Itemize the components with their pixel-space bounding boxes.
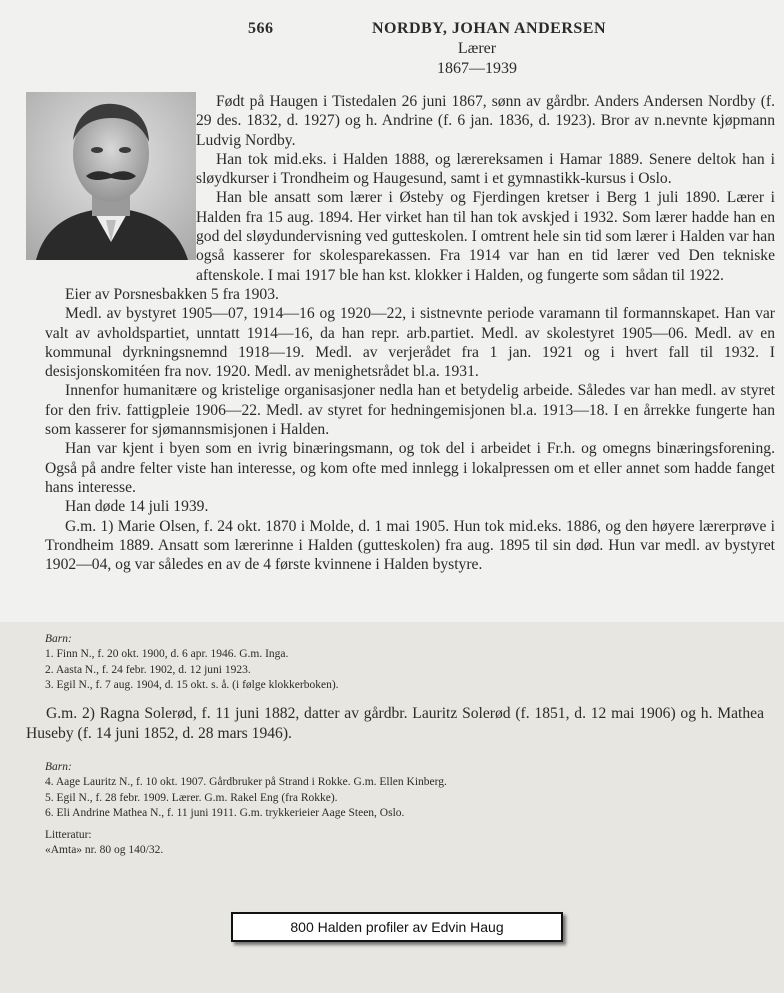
occupation: Lærer [457,40,497,57]
literature-heading: Litteratur: [45,829,92,841]
source-caption-text: 800 Halden profiler av Edvin Haug [290,919,504,935]
bio-paragraph: Født på Haugen i Tistedalen 26 juni 1867, sønn av gårdbr. Anders Andersen Nordby (f. 29 des. 1832, d. 1927) og h. Andrine (f. 6 jan. 1836, d. 1923). Bror av n.nevnte kjøpmann Ludvig Nordby. [196,93,775,149]
bio-paragraph: Han tok mid.eks. i Halden 1888, og lærereksamen i Hamar 1889. Senere deltok han i sløydkurser i Trondheim og Haugesund, samt i et gymnastikk-kursus i Oslo. [196,150,775,188]
child-entry: 2. Aasta N., f. 24 febr. 1902, d. 12 juni 1923. [45,663,251,676]
children-second-marriage [45,760,775,822]
literature-section [45,828,775,859]
second-marriage: G.m. 2) Ragna Solerød, f. 11 juni 1882, datter av gårdbr. Lauritz Solerød (f. 1851, d. 12 mai 1906) og h. Mathea Huseby (f. 14 juni 1852, d. 28 mars 1946). [26,705,764,742]
child-entry: 3. Egil N., f. 7 aug. 1904, d. 15 okt. s. å. (i følge klokkerboken). [45,679,339,692]
child-entry: 5. Egil N., f. 28 febr. 1909. Lærer. G.m. Rakel Eng (fra Rokke). [45,791,338,804]
photo-wrap-space [26,92,196,267]
bio-paragraph: Innenfor humanitære og kristelige organisasjoner nedla han et betydelig arbeide. Således var han medl. av styret for den friv. fattigpleie 1906—22. Medl. av styret for hedningemisjonen bl.a. 1913—18. I en årrekke fungerte han som kasserer for sjømannsmisjonen i Halden. [45,382,775,439]
source-caption [231,912,563,942]
child-entry: 6. Eli Andrine Mathea N., f. 11 juni 1911. G.m. trykkerieier Aage Steen, Oslo. [45,807,405,820]
bio-paragraph: G.m. 1) Marie Olsen, f. 24 okt. 1870 i Molde, d. 1 mai 1905. Hun tok mid.eks. 1886, og den høyere lærerprøve i Trondheim 1889. Ansatt som lærerinne i Halden (gutteskolen) fra aug. 1895 til sin død. Hun var medl. av bystyret 1902—04, og var således en av de 4 første kvinnene i Halden bystyre. [45,517,775,574]
children-heading: Barn: [45,761,72,773]
life-years: 1867—1939 [437,60,517,77]
literature-entry: «Amta» nr. 80 og 140/32. [45,844,164,857]
child-entry: 1. Finn N., f. 20 okt. 1900, d. 6 apr. 1946. G.m. Inga. [45,648,289,661]
bio-paragraph: Han ble ansatt som lærer i Østeby og Fjerdingen kretser i Berg 1 juli 1890. Lærer i Halden fra 15 aug. 1894. Her virket han til han tok avskjed i 1932. Som lærer hadde han en god del sløydundervisning ved gutteskolen. I omtrent hele sin tid som lærer i Halden var han også kasserer for skolesparekassen. Fra 1914 var han en tid lærer ved Den tekniske aftenskole. I mai 1917 ble han kst. klokker i Halden, og fungerte som sådan til 1922. [196,189,775,284]
bio-paragraph: Han døde 14 juli 1939. [65,498,209,516]
bio-paragraph: Eier av Porsnesbakken 5 fra 1903. [65,285,279,303]
child-entry: 4. Aage Lauritz N., f. 10 okt. 1907. Gårdbruker på Strand i Rokke. G.m. Ellen Kinberg. [45,776,447,789]
children-heading: Barn: [45,633,72,645]
biography [45,92,775,574]
page-number: 566 [248,20,274,37]
bio-paragraph: Medl. av bystyret 1905—07, 1914—16 og 1920—22, i sistnevnte periode varamann til formannskapet. Han var valt av avholdspartiet, unntatt 1914—16, da han repr. arb.partiet. Medl. av skolestyret 1905—06. Medl. av en kommunal dyrkningsnemnd 1918—19. Medl. av verjerådet fra 1 jan. 1921 og i hvert fall til 1932. I desisjonskomitéen fra nov. 1920. Medl. av menighetsrådet bl.a. 1931. [45,305,775,381]
bio-paragraph: Han var kjent i byen som en ivrig binæringsmann, og tok del i arbeidet i Fr.h. og omegns binæringsforening. Også på andre felter viste han interesse, og kom ofte med innlegg i lokalpressen om et eller annet som hadde fanget hans interesse. [45,440,775,496]
person-name: NORDBY, JOHAN ANDERSEN [372,20,606,37]
children-first-marriage [45,632,775,694]
